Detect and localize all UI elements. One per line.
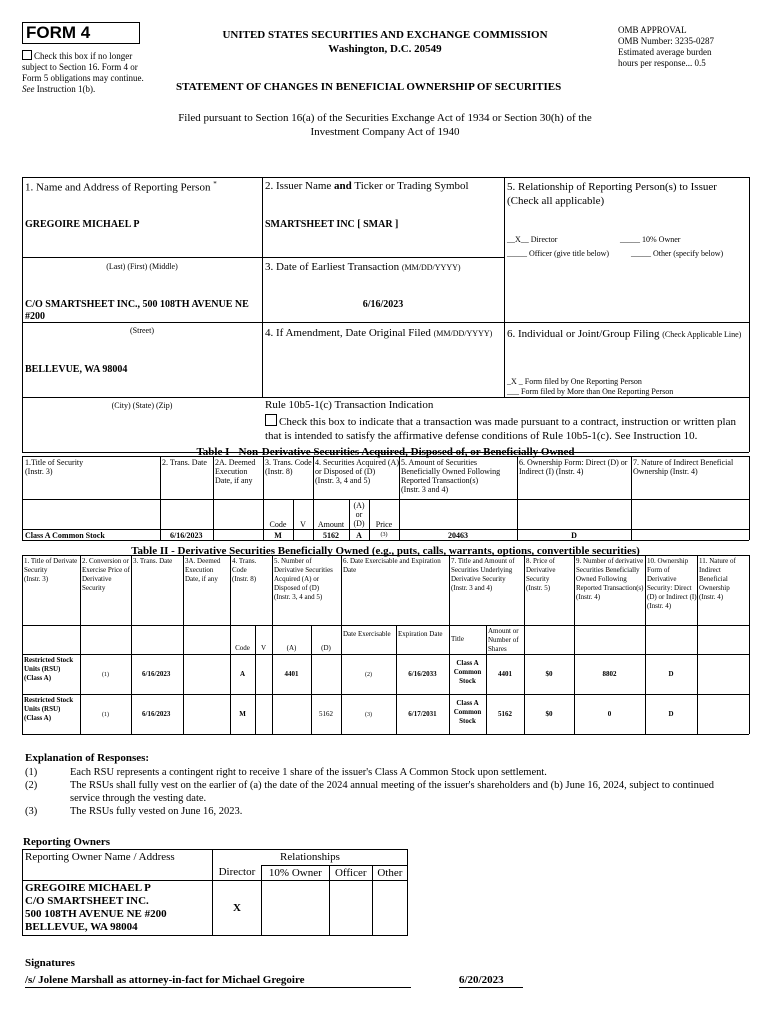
statement-title: STATEMENT OF CHANGES IN BENEFICIAL OWNERSHIP OF SECURITIES <box>176 81 562 93</box>
rule-text-block: Check this box to indicate that a transaction was made pursuant to a contract, instruction or written plan that is intended to satisfy the affirmative defense conditions of Rule 10b5-1(c). See Instruction 10. <box>265 416 736 442</box>
box4-label: 4. If Amendment, Date Original Filed (MM/DD/YYYY) <box>265 327 493 339</box>
t2-r1-form: D <box>668 670 674 678</box>
owners-col-ten: 10% Owner <box>261 865 329 881</box>
owners-table <box>22 849 408 936</box>
no-longer-subject-note: Check this box if no longer subject to Section 16. Form 4 or Form 5 obligations may continue. See Instruction 1(b). <box>22 51 144 94</box>
omb-approval: OMB APPROVAL <box>618 25 687 35</box>
owners-heading: Reporting Owners <box>23 836 111 848</box>
t1-sub-code: Code <box>269 520 287 529</box>
t2-h-code: 4. Trans. Code (Instr. 8) <box>232 557 257 583</box>
t1-sub-price: Price <box>375 520 393 529</box>
reporting-person-city: BELLEVUE, WA 98004 <box>25 364 128 375</box>
earliest-transaction-date: 6/16/2023 <box>362 299 404 310</box>
no-longer-subject-checkbox[interactable] <box>22 50 32 60</box>
owners-col-relationships: Relationships <box>213 850 408 866</box>
owner-other-cell <box>372 881 407 936</box>
signatures-heading: Signatures <box>25 957 75 969</box>
omb-box <box>618 25 758 69</box>
agency-city: Washington, D.C. 20549 <box>328 43 442 55</box>
t1-row-aord: A <box>356 531 362 540</box>
t2-r2-conv: (1) <box>102 712 109 718</box>
t2-sub-amount: Amount or Number of Shares <box>488 627 519 653</box>
t2-sub-v: V <box>260 644 267 652</box>
t1-row-code: M <box>274 531 282 540</box>
t2-sub-title: Title <box>451 635 464 643</box>
table2-title: Table II - Derivative Securities Beneficially Owned (e.g., puts, calls, warrants, options, convertible securities) <box>131 545 640 557</box>
owners-col-other: Other <box>372 865 407 881</box>
t2-r1-uamount: 4401 <box>498 670 512 678</box>
t1-sub-v: V <box>300 520 306 529</box>
ten-percent-option[interactable]: _____ 10% Owner <box>620 235 681 244</box>
director-option[interactable]: __X__ Director <box>507 235 558 244</box>
t2-sub-a: (A) <box>286 644 297 652</box>
t2-r1-conv: (1) <box>102 672 109 678</box>
t2-r1-utitle: Class A Common Stock <box>453 659 482 685</box>
t2-r2-exp: 6/17/2031 <box>408 710 437 718</box>
other-option[interactable]: _____ Other (specify below) <box>631 249 724 258</box>
table1-title: Table I - Non-Derivative Securities Acquired, Disposed of, or Beneficially Owned <box>196 446 575 458</box>
t2-r1-exp: 6/16/2033 <box>408 670 437 678</box>
owner-name-address: GREGOIRE MICHAEL P C/O SMARTSHEET INC. 500 108TH AVENUE NE #200 BELLEVUE, WA 98004 <box>23 881 213 936</box>
t2-h-underlying: 7. Title and Amount of Securities Underlying Derivative Security (Instr. 3 and 4) <box>451 557 515 592</box>
explanation-item: (1) Each RSU represents a contingent right to receive 1 share of the issuer's Class A Common Stock upon settlement. <box>25 767 547 778</box>
t2-r2-date: 6/16/2023 <box>142 710 171 718</box>
t2-r2-d: 5162 <box>319 710 333 718</box>
owner-ten-cell <box>261 881 329 936</box>
officer-option[interactable]: _____ Officer (give title below) <box>507 249 610 258</box>
t2-r2-code: M <box>239 710 246 718</box>
box5-label: 5. Relationship of Reporting Person(s) to Issuer (Check all applicable) <box>507 181 717 207</box>
omb-burden: Estimated average burden <box>618 47 712 57</box>
t1-row-form: D <box>571 531 577 540</box>
more-persons-option[interactable]: ___ Form filed by More than One Reporting Person <box>507 387 674 396</box>
t2-sub-d: (D) <box>321 644 331 652</box>
reporting-person-name: GREGOIRE MICHAEL P <box>25 219 140 230</box>
rule-10b5-checkbox[interactable] <box>265 414 277 426</box>
t2-r2-uamount: 5162 <box>498 710 512 718</box>
owners-col-officer: Officer <box>329 865 372 881</box>
t2-r1-price: $0 <box>545 670 553 678</box>
street-label: (Street) <box>130 326 154 335</box>
t2-h-number: 5. Number of Derivative Securities Acquired (A) or Disposed of (D) (Instr. 3, 4 and 5) <box>274 557 333 601</box>
t2-r1-date: 6/16/2023 <box>142 670 171 678</box>
t1-h-form: 6. Ownership Form: Direct (D) or Indirect (I) (Instr. 4) <box>519 458 628 476</box>
signature-text: /s/ Jolene Marshall as attorney-in-fact for Michael Gregoire <box>25 974 305 986</box>
t1-sub-aord: (A) or (D) <box>353 501 365 528</box>
t2-h-form: 10. Ownership Form of Derivative Security: Direct (D) or Indirect (I) (Instr. 4) <box>647 557 697 610</box>
owner-director-mark: X <box>213 881 262 936</box>
t1-h-title: 1.Title of Security (Instr. 3) <box>25 458 84 476</box>
omb-number: OMB Number: 3235-0287 <box>618 36 714 46</box>
t1-h-deemed: 2A. Deemed Execution Date, if any <box>215 458 256 485</box>
agency-name: UNITED STATES SECURITIES AND EXCHANGE COMMISSION <box>222 29 548 41</box>
t2-h-date: 3. Trans. Date <box>133 557 173 565</box>
t2-r1-code: A <box>239 670 246 678</box>
t1-row-price-note: (3) <box>380 532 388 538</box>
t1-row-date: 6/16/2023 <box>170 531 203 540</box>
explanation-item: (3) The RSUs fully vested on June 16, 2023. <box>25 806 243 817</box>
box3-label: 3. Date of Earliest Transaction (MM/DD/YYYY) <box>265 261 461 273</box>
omb-hours: hours per response... 0.5 <box>618 58 706 68</box>
t1-row-owned: 20463 <box>448 531 468 540</box>
t2-h-exercisable: 6. Date Exercisable and Expiration Date <box>343 557 441 574</box>
t2-sub-code: Code <box>235 644 250 652</box>
owners-col-director: Director <box>213 865 262 881</box>
t2-r2-title: Restricted Stock Units (RSU) (Class A) <box>24 696 74 722</box>
box1-label: 1. Name and Address of Reporting Person * <box>25 180 217 194</box>
one-person-option[interactable]: _X _ Form filed by One Reporting Person <box>507 377 642 386</box>
t1-h-owned: 5. Amount of Securities Beneficially Owned Following Reported Transaction(s) (Instr. 3 and 4) <box>401 458 501 494</box>
t2-r1-exer: (2) <box>365 672 372 678</box>
owner-officer-cell <box>329 881 372 936</box>
city-label: (City) (State) (Zip) <box>111 401 173 410</box>
owners-col-name: Reporting Owner Name / Address <box>23 850 213 881</box>
t1-row-amount: 5162 <box>323 531 339 540</box>
filed-pursuant: Filed pursuant to Section 16(a) of the Securities Exchange Act of 1934 or Section 30(h) of the Investment Company Act of 1940 <box>178 112 592 138</box>
t2-r1-title: Restricted Stock Units (RSU) (Class A) <box>24 656 74 682</box>
t1-h-nature: 7. Nature of Indirect Beneficial Ownership (Instr. 4) <box>633 458 734 476</box>
t2-h-conversion: 2. Conversion or Exercise Price of Derivative Security <box>82 557 130 592</box>
t2-h-owned: 9. Number of derivative Securities Beneficially Owned Following Reported Transaction(s) (Instr. 4) <box>576 557 644 601</box>
t2-sub-exercisable: Date Exercisable <box>343 630 391 638</box>
t1-sub-amount: Amount <box>317 520 345 529</box>
box6-label: 6. Individual or Joint/Group Filing (Check Applicable Line) <box>507 328 742 340</box>
box2-label: 2. Issuer Name and Ticker or Trading Symbol <box>265 180 469 192</box>
t2-r1-owned: 8802 <box>602 670 617 678</box>
t1-row-title: Class A Common Stock <box>25 531 105 540</box>
t1-h-acquired: 4. Securities Acquired (A) or Disposed of (D) (Instr. 3, 4 and 5) <box>315 458 399 485</box>
t2-r2-utitle: Class A Common Stock <box>453 699 482 725</box>
t2-r2-owned: 0 <box>607 710 612 718</box>
t2-h-price: 8. Price of Derivative Security (Instr. 5) <box>526 557 556 592</box>
t1-h-code: 3. Trans. Code (Instr. 8) <box>265 458 312 476</box>
issuer-name: SMARTSHEET INC [ SMAR ] <box>265 219 399 230</box>
rule-title: Rule 10b5-1(c) Transaction Indication <box>265 399 434 411</box>
t2-r2-exer: (3) <box>365 712 372 718</box>
form-title: FORM 4 <box>22 22 140 44</box>
explanation-item: (2) The RSUs shall fully vest on the earlier of (a) the date of the 2024 annual meeting of the issuer's shareholders and (b) June 16, 2024, subject to continued service through the vesting date. <box>25 780 714 804</box>
name-parts-label: (Last) (First) (Middle) <box>106 262 178 271</box>
explanation-list <box>25 766 745 818</box>
t2-r1-a: 4401 <box>284 670 299 678</box>
reporting-person-street: C/O SMARTSHEET INC., 500 108TH AVENUE NE #200 <box>25 299 249 322</box>
t1-h-date: 2. Trans. Date <box>162 458 207 467</box>
t2-h-nature: 11. Nature of Indirect Beneficial Ownership (Instr. 4) <box>699 557 736 601</box>
t2-r2-price: $0 <box>545 710 553 718</box>
t2-sub-expiration: Expiration Date <box>398 630 443 638</box>
t2-r2-form: D <box>668 710 674 718</box>
t2-h-deemed: 3A. Deemed Execution Date, if any <box>185 557 221 583</box>
t2-h-title: 1. Title of Derivate Security (Instr. 3) <box>24 557 78 583</box>
explanation-heading: Explanation of Responses: <box>25 752 150 764</box>
signature-date: 6/20/2023 <box>459 974 504 986</box>
